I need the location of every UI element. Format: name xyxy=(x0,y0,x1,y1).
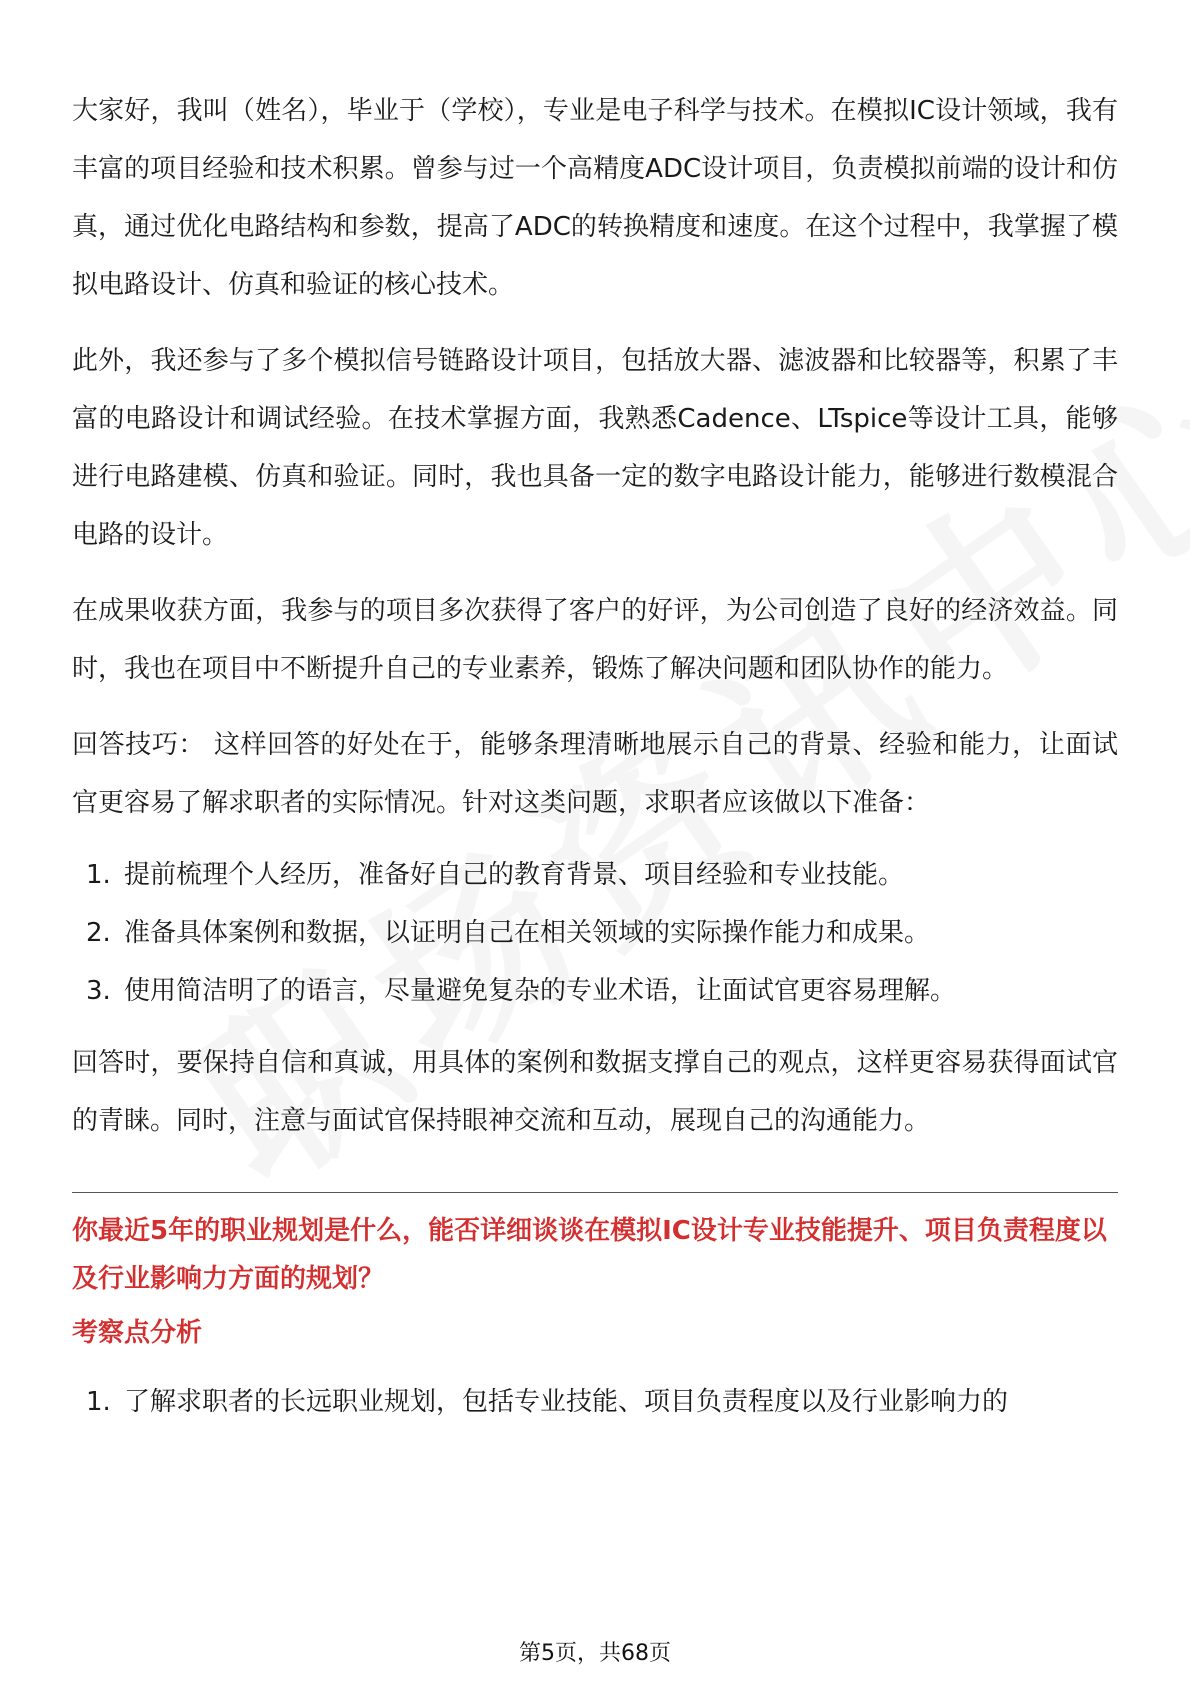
question-subheading: 考察点分析 xyxy=(72,1318,203,1348)
tips-list xyxy=(72,846,1118,1020)
list-item xyxy=(72,962,1118,1020)
list-item xyxy=(72,1373,1118,1431)
question-title: 你最近5年的职业规划是什么，能否详细谈谈在模拟IC设计专业技能提升、项目负责程度以及行业影响力方面的规划？ xyxy=(72,1216,1107,1294)
list-item xyxy=(72,904,1118,962)
list-number: 3. xyxy=(86,976,111,1006)
list-number: 1. xyxy=(86,860,111,890)
list-item xyxy=(72,846,1118,904)
list-text: 准备具体案例和数据，以证明自己在相关领域的实际操作能力和成果。 xyxy=(124,918,931,948)
paragraph-achievements: 在成果收获方面，我参与的项目多次获得了客户的好评，为公司创造了良好的经济效益。同时，我也在项目中不断提升自己的专业素养，锻炼了解决问题和团队协作的能力。 xyxy=(72,596,1118,684)
list-text: 提前梳理个人经历，准备好自己的教育背景、项目经验和专业技能。 xyxy=(124,860,905,890)
list-number: 1. xyxy=(86,1387,111,1417)
analysis-list xyxy=(72,1373,1118,1431)
paragraph-closing: 回答时，要保持自信和真诚，用具体的案例和数据支撑自己的观点，这样更容易获得面试官的青睐。同时，注意与面试官保持眼神交流和互动，展现自己的沟通能力。 xyxy=(72,1048,1118,1136)
page-footer: 第5页，共68页 xyxy=(519,1641,671,1666)
paragraph-experience: 此外，我还参与了多个模拟信号链路设计项目，包括放大器、滤波器和比较器等，积累了丰富的电路设计和调试经验。在技术掌握方面，我熟悉Cadence、LTspice等设计工具，能够进行电路建模、仿真和验证。同时，我也具备一定的数字电路设计能力，能够进行数模混合电路的设计。 xyxy=(72,346,1118,550)
paragraph-answer-tips: 回答技巧： 这样回答的好处在于，能够条理清晰地展示自己的背景、经验和能力，让面试官更容易了解求职者的实际情况。针对这类问题，求职者应该做以下准备： xyxy=(72,730,1118,818)
list-number: 2. xyxy=(86,918,111,948)
page-content xyxy=(72,82,1118,1431)
list-text: 了解求职者的长远职业规划，包括专业技能、项目负责程度以及行业影响力的 xyxy=(124,1387,1009,1417)
paragraph-intro: 大家好，我叫（姓名），毕业于（学校），专业是电子科学与技术。在模拟IC设计领域，我有丰富的项目经验和技术积累。曾参与过一个高精度ADC设计项目，负责模拟前端的设计和仿真，通过优化电路结构和参数，提高了ADC的转换精度和速度。在这个过程中，我掌握了模拟电路设计、仿真和验证的核心技术。 xyxy=(72,96,1118,300)
list-text: 使用简洁明了的语言，尽量避免复杂的专业术语，让面试官更容易理解。 xyxy=(124,976,957,1006)
